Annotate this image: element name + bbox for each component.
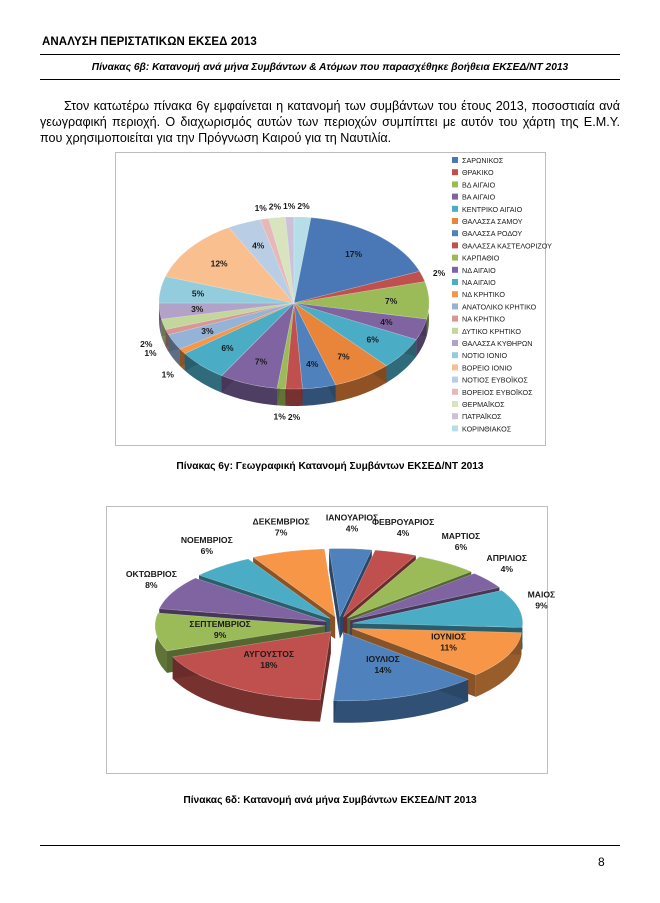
pie1-data-label: 17% xyxy=(345,249,363,260)
pie1-data-label: 6% xyxy=(221,343,234,354)
monthly-pie-chart xyxy=(106,506,556,774)
pie-side-1-7 xyxy=(286,389,303,406)
pie1-data-label: 2% xyxy=(140,339,153,350)
pie2-category-label: ΦΕΒΡΟΥΑΡΙΟΣ xyxy=(371,517,435,528)
pie2-category-label: ΙΑΝΟΥΑΡΙΟΣ xyxy=(325,512,379,523)
legend-entry: ΒΑ ΑΙΓΑΙΟ xyxy=(462,192,496,202)
legend-swatch xyxy=(452,267,458,273)
pie2-value-label: 14% xyxy=(374,665,392,676)
pie2-value-label: 6% xyxy=(454,542,468,553)
pie1-data-label: 1% xyxy=(273,411,286,422)
pie1-data-label: 2% xyxy=(268,201,282,212)
geographic-pie-chart xyxy=(115,152,552,446)
legend-swatch xyxy=(452,169,458,175)
legend-entry: ΠΑΤΡΑΪΚΟΣ xyxy=(462,412,502,422)
pie1-data-label: 1% xyxy=(254,203,267,214)
legend-entry: ΚΑΡΠΑΘΙΟ xyxy=(462,253,500,263)
geographic-pie-svg xyxy=(116,153,552,445)
pie1-data-label: 1% xyxy=(161,369,174,380)
legend-entry: ΝΔ ΑΙΓΑΙΟ xyxy=(462,265,496,275)
pie1-data-label: 4% xyxy=(306,358,319,369)
legend-swatch xyxy=(452,181,458,187)
legend-swatch xyxy=(452,364,458,370)
pie2-value-label: 9% xyxy=(535,600,548,611)
legend-entry: ΚΕΝΤΡΙΚΟ ΑΙΓΑΙΟ xyxy=(462,204,523,214)
legend-swatch xyxy=(452,255,458,261)
legend-entry: ΘΑΛΑΣΣΑ ΚΥΘΗΡΩΝ xyxy=(462,339,533,348)
pie1-data-label: 7% xyxy=(385,296,398,307)
legend-swatch xyxy=(452,377,458,383)
pie1-data-label: 2% xyxy=(297,201,310,212)
legend-swatch xyxy=(452,328,458,334)
monthly-pie-svg xyxy=(107,507,556,773)
pie2-value-label: 8% xyxy=(145,580,158,591)
legend-entry: ΘΑΛΑΣΣΑ ΡΟΔΟΥ xyxy=(462,229,523,239)
pie2-category-label: ΔΕΚΕΜΒΡΙΟΣ xyxy=(252,516,310,527)
caption-divider xyxy=(40,79,620,80)
pie1-legend xyxy=(452,156,552,433)
pie2-value-label: 18% xyxy=(260,660,278,671)
header-divider xyxy=(40,54,620,55)
pie1-data-label: 2% xyxy=(287,412,301,423)
legend-entry: ΒΔ ΑΙΓΑΙΟ xyxy=(462,180,496,190)
pie1-data-label: 1% xyxy=(283,200,296,211)
legend-entry: ΝΟΤΙΟ ΙΟΝΙΟ xyxy=(462,351,508,361)
legend-entry: ΒΟΡΕΙΟ ΙΟΝΙΟ xyxy=(462,363,512,373)
pie2-category-label: ΑΥΓΟΥΣΤΟΣ xyxy=(243,649,295,660)
pie2-category-label: ΣΕΠΤΕΜΒΡΙΟΣ xyxy=(189,618,251,629)
document-title: ΑΝΑΛΥΣΗ ΠΕΡΙΣΤΑΤΙΚΩΝ ΕΚΣΕΔ 2013 xyxy=(42,36,257,48)
pie1-data-label: 3% xyxy=(191,303,204,314)
pie2-category-label: ΑΠΡΙΛΙΟΣ xyxy=(486,553,528,564)
pie2-value-label: 4% xyxy=(345,523,359,534)
pie1-data-label: 7% xyxy=(337,351,350,362)
legend-swatch xyxy=(452,194,458,200)
legend-swatch xyxy=(452,242,458,248)
page-number: 8 xyxy=(598,855,605,869)
pie2-category-label: ΜΑΡΤΙΟΣ xyxy=(441,531,481,542)
pie2-value-label: 4% xyxy=(396,528,410,539)
legend-entry: ΚΟΡΙΝΘΙΑΚΟΣ xyxy=(462,424,512,434)
legend-swatch xyxy=(452,316,458,322)
legend-entry: ΝΑ ΚΡΗΤΙΚΟ xyxy=(462,314,505,324)
pie2-value-label: 11% xyxy=(440,642,457,653)
chart-caption-6d: Πίνακας 6δ: Κατανομή ανά μήνα Συμβάντων ΕΚΣΕΔ/ΝΤ 2013 xyxy=(183,795,477,806)
legend-entry: ΘΑΛΑΣΣΑ ΚΑΣΤΕΛΟΡΙΖΟΥ xyxy=(462,241,552,251)
table-caption-6b: Πίνακας 6β: Κατανομή ανά μήνα Συμβάντων & Ατόμων που παρασχέθηκε βοήθεια ΕΚΣΕΔ/ΝΤ 2013 xyxy=(91,62,569,73)
pie2-value-label: 4% xyxy=(500,564,514,575)
legend-entry: ΘΑΛΑΣΣΑ ΣΑΜΟΥ xyxy=(462,217,523,226)
pie2-value-label: 7% xyxy=(274,527,288,538)
legend-swatch xyxy=(452,291,458,297)
pie2-value-label: 9% xyxy=(213,629,227,640)
chart-caption-6g: Πίνακας 6γ: Γεωγραφική Κατανομή Συμβάντων ΕΚΣΕΔ/ΝΤ 2013 xyxy=(176,461,484,472)
legend-swatch xyxy=(452,206,458,212)
legend-swatch xyxy=(452,157,458,163)
pie2-category-label: ΝΟΕΜΒΡΙΟΣ xyxy=(180,535,233,546)
pie2-category-label: ΜΑΙΟΣ xyxy=(527,589,556,600)
pie1-data-label: 2% xyxy=(432,267,446,278)
legend-swatch xyxy=(452,218,458,224)
legend-swatch xyxy=(452,279,458,285)
intro-paragraph: Στον κατωτέρω πίνακα 6γ εμφαίνεται η κατανομή των συμβάντων του έτους 2013, ποσοστιαία ανά γεωγραφική περιοχή. Ο διαχωρισμός αυτών των περιοχών συμπίπτει με αυτόν του χάρτη της Ε.Μ.Υ. που χρησιμοποιείται για την Πρόγνωση Καιρού για τη Ναυτιλία. xyxy=(40,99,620,145)
legend-swatch xyxy=(452,401,458,407)
pie1-data-label: 6% xyxy=(366,334,379,345)
legend-entry: ΝΔ ΚΡΗΤΙΚΟ xyxy=(462,290,505,300)
legend-swatch xyxy=(452,413,458,419)
pie1-data-label: 5% xyxy=(191,288,205,299)
legend-swatch xyxy=(452,303,458,309)
pie2-category-label: ΟΚΤΩΒΡΙΟΣ xyxy=(125,569,177,580)
pie2-value-label: 6% xyxy=(200,546,214,557)
legend-entry: ΝΑ ΑΙΓΑΙΟ xyxy=(462,278,496,287)
pie2-category-label: ΙΟΥΛΙΟΣ xyxy=(366,654,400,665)
pie1-data-label: 3% xyxy=(201,326,214,337)
legend-entry: ΘΕΡΜΑΪΚΟΣ xyxy=(462,400,505,409)
legend-entry: ΔΥΤΙΚΟ ΚΡΗΤΙΚΟ xyxy=(462,326,521,336)
legend-entry: ΝΟΤΙΟΣ ΕΥΒΟΪΚΟΣ xyxy=(462,375,528,385)
legend-swatch xyxy=(452,352,458,358)
legend-swatch xyxy=(452,230,458,236)
pie1-data-label: 4% xyxy=(252,240,265,251)
legend-swatch xyxy=(452,389,458,395)
pie1-data-label: 12% xyxy=(210,258,228,269)
legend-entry: ΣΑΡΩΝΙΚΟΣ xyxy=(462,156,504,165)
pie1-data-label: 4% xyxy=(380,317,393,328)
pie1-data-label: 7% xyxy=(254,356,268,367)
legend-entry: ΘΡΑΚΙΚΟ xyxy=(462,168,494,178)
pie1-data-label: 1% xyxy=(144,347,157,358)
legend-entry: ΒΟΡΕΙΟΣ ΕΥΒΟΪΚΟΣ xyxy=(462,387,533,397)
legend-swatch xyxy=(452,425,458,431)
footer-divider xyxy=(40,845,620,846)
legend-swatch xyxy=(452,340,458,346)
pie2-category-label: ΙΟΥΝΙΟΣ xyxy=(431,631,467,642)
legend-entry: ΑΝΑΤΟΛΙΚΟ ΚΡΗΤΙΚΟ xyxy=(462,302,537,312)
